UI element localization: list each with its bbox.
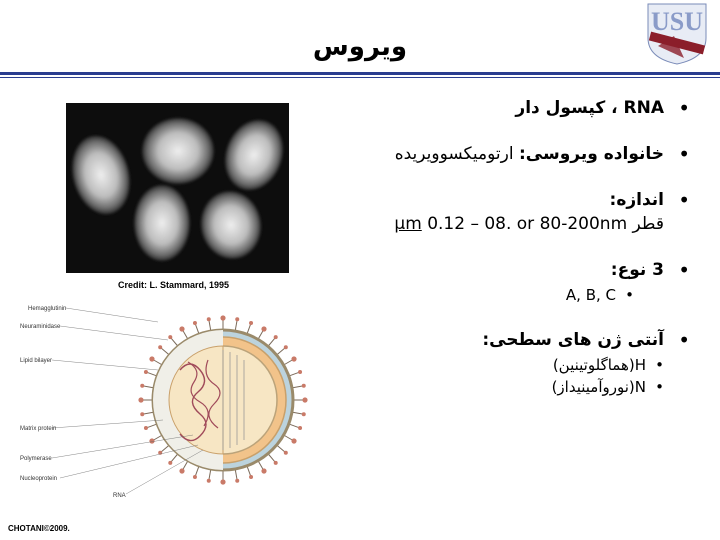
- neuraminidase-spike: [291, 356, 296, 361]
- antigens-sublist: [330, 354, 664, 398]
- neuraminidase-spike: [149, 356, 154, 361]
- neuraminidase-spike: [179, 468, 184, 473]
- hemagglutinin-spike: [298, 370, 302, 374]
- hemagglutinin-spike: [207, 479, 211, 483]
- label-neuraminidase: Neuraminidase: [20, 324, 61, 330]
- hemagglutinin-spike: [168, 335, 172, 339]
- label-lipid-bilayer: Lipid bilayer: [20, 358, 53, 364]
- types-text: A, B, C: [565, 286, 616, 304]
- neuraminidase-spike: [149, 438, 154, 443]
- hemagglutinin-spike: [274, 461, 278, 465]
- hemagglutinin-spike: [158, 345, 162, 349]
- types-label: 3 نوع:: [610, 260, 664, 280]
- neuraminidase-spike: [179, 326, 184, 331]
- label-rna: RNA: [113, 493, 126, 499]
- size-prefix: قطر: [627, 214, 664, 234]
- label-nucleoprotein: Nucleoprotein: [20, 476, 58, 482]
- antigen-n: [330, 376, 664, 398]
- hemagglutinin-spike: [235, 479, 239, 483]
- types-sublist: [330, 284, 664, 306]
- svg-text:USU: USU: [650, 7, 704, 36]
- size-range: 0.12 – 08. or 80-200nm: [427, 214, 628, 234]
- virus-micrograph: [66, 103, 289, 273]
- hemagglutinin-spike: [274, 335, 278, 339]
- hemagglutinin-spike: [249, 321, 253, 325]
- hemagglutinin-spike: [284, 451, 288, 455]
- label-matrix-protein: Matrix protein: [20, 426, 57, 432]
- hemagglutinin-spike: [144, 370, 148, 374]
- types-item: [330, 284, 634, 306]
- hemagglutinin-spike: [168, 461, 172, 465]
- family-label: خانواده ویروسی:: [519, 144, 664, 164]
- hemagglutinin-spike: [249, 475, 253, 479]
- university-logo: [644, 0, 710, 66]
- hemagglutinin-spike: [302, 384, 306, 388]
- size-value: [330, 212, 664, 236]
- bullet-antigens: [330, 328, 700, 398]
- antigen-h-text: H(هماگلوتینین): [552, 356, 646, 374]
- antigens-label: آنتی ژن های سطحی:: [482, 330, 664, 350]
- rna-text: RNA ، کپسول دار: [515, 98, 664, 118]
- influenza-structure-diagram: [8, 300, 308, 500]
- hemagglutinin-spike: [193, 321, 197, 325]
- label-hemagglutinin: Hemagglutinin: [28, 306, 67, 312]
- neuraminidase-spike: [261, 468, 266, 473]
- bullet-family: [330, 142, 700, 166]
- bullet-types: [330, 258, 700, 306]
- hemagglutinin-spike: [140, 384, 144, 388]
- slide-title: ویروس: [312, 32, 408, 62]
- size-label: اندازه:: [609, 190, 664, 210]
- hemagglutinin-spike: [235, 317, 239, 321]
- family-value: ارتومیکسوویریده: [394, 144, 519, 164]
- neuraminidase-spike: [220, 479, 225, 484]
- neuraminidase-spike: [261, 326, 266, 331]
- bullet-list: [330, 96, 700, 420]
- virion: [138, 315, 307, 484]
- hemagglutinin-spike: [302, 412, 306, 416]
- neuraminidase-spike: [220, 315, 225, 320]
- antigen-h: [330, 354, 664, 376]
- hemagglutinin-spike: [284, 345, 288, 349]
- neuraminidase-spike: [291, 438, 296, 443]
- neuraminidase-spike: [138, 397, 143, 402]
- hemagglutinin-spike: [140, 412, 144, 416]
- hemagglutinin-spike: [298, 426, 302, 430]
- neuraminidase-spike: [302, 397, 307, 402]
- title-rule: [0, 72, 720, 75]
- hemagglutinin-spike: [207, 317, 211, 321]
- antigen-n-text: N(نوروآمینیداز): [551, 378, 646, 396]
- hemagglutinin-spike: [193, 475, 197, 479]
- bullet-size: [330, 188, 700, 236]
- photo-credit: Credit: L. Stammard, 1995: [118, 280, 230, 290]
- label-polymerase: Polymerase: [20, 456, 52, 462]
- hemagglutinin-spike: [144, 426, 148, 430]
- footer-copyright: CHOTANI©2009.: [8, 524, 70, 533]
- title-rule-thin: [0, 77, 720, 78]
- bullet-rna: [330, 96, 700, 120]
- size-unit: μm: [394, 214, 422, 234]
